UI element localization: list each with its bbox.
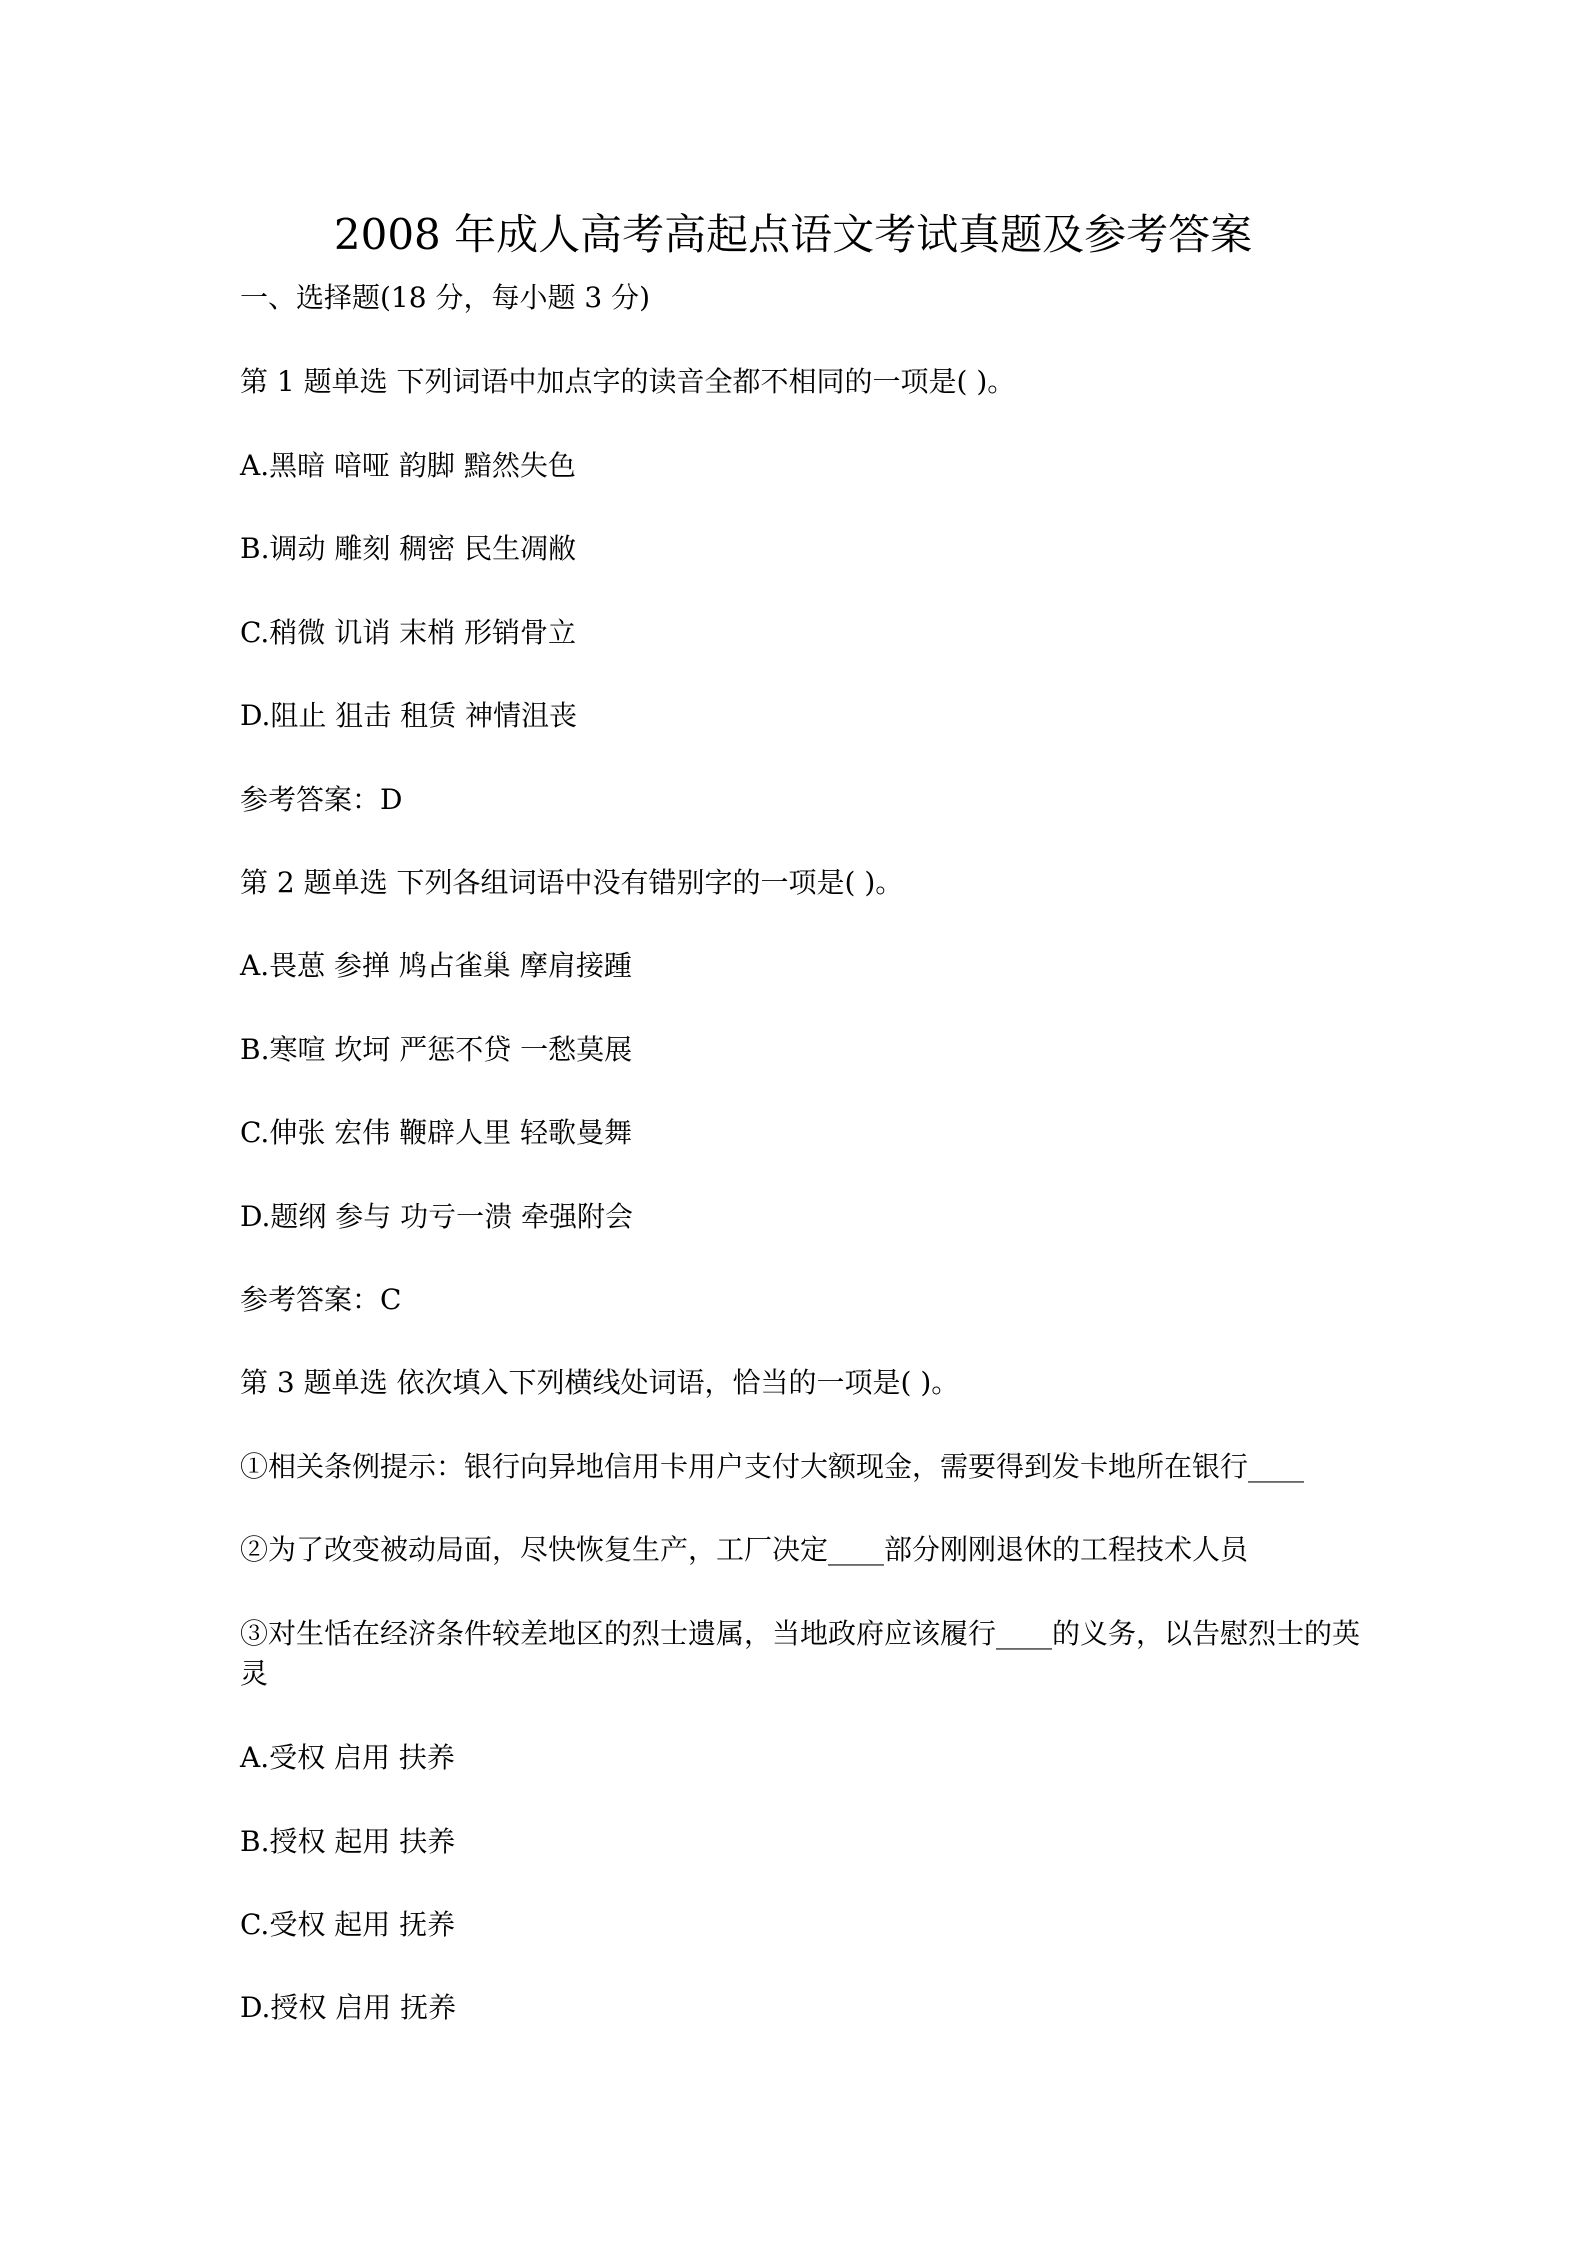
question-2-stem: 第 2 题单选 下列各组词语中没有错别字的一项是( )。 bbox=[240, 866, 904, 899]
question-3-sentence-1: ①相关条例提示：银行向异地信用卡用户支付大额现金，需要得到发卡地所在银行____ bbox=[240, 1450, 1305, 1483]
document-title: 2008 年成人高考高起点语文考试真题及参考答案 bbox=[333, 210, 1253, 259]
question-1-option-b: B.调动 雕刻 稠密 民生凋敝 bbox=[240, 532, 577, 565]
section-heading: 一、选择题(18 分，每小题 3 分) bbox=[240, 281, 650, 314]
question-3-sentence-2: ②为了改变被动局面，尽快恢复生产，工厂决定____部分刚刚退休的工程技术人员 bbox=[240, 1533, 1249, 1566]
question-3-stem: 第 3 题单选 依次填入下列横线处词语，恰当的一项是( )。 bbox=[240, 1366, 960, 1399]
question-1-option-a: A.黑暗 喑哑 韵脚 黯然失色 bbox=[240, 449, 576, 482]
question-3-option-c: C.受权 起用 抚养 bbox=[240, 1908, 456, 1941]
question-2-option-a: A.畏葸 参掸 鸠占雀巢 摩肩接踵 bbox=[240, 949, 632, 982]
question-2-option-c: C.伸张 宏伟 鞭辟人里 轻歌曼舞 bbox=[240, 1116, 633, 1149]
question-2-option-d: D.题纲 参与 功亏一溃 牵强附会 bbox=[240, 1200, 634, 1233]
question-1-answer: 参考答案：D bbox=[240, 783, 403, 816]
question-1-stem: 第 1 题单选 下列词语中加点字的读音全都不相同的一项是( )。 bbox=[240, 365, 1016, 398]
question-1-option-d: D.阻止 狙击 租赁 神情沮丧 bbox=[240, 699, 578, 732]
question-3-option-d: D.授权 启用 抚养 bbox=[240, 1991, 457, 2024]
question-1-option-c: C.稍微 讥诮 末梢 形销骨立 bbox=[240, 616, 577, 649]
question-3-sentence-3: ③对生恬在经济条件较差地区的烈士遗属，当地政府应该履行____的义务，以告慰烈士的英灵 bbox=[240, 1617, 1361, 1690]
question-2-answer: 参考答案：C bbox=[240, 1283, 402, 1316]
question-3-option-a: A.受权 启用 扶养 bbox=[240, 1741, 455, 1774]
question-2-option-b: B.寒喧 坎坷 严惩不贷 一愁莫展 bbox=[240, 1033, 633, 1066]
question-3-option-b: B.授权 起用 扶养 bbox=[240, 1825, 456, 1858]
